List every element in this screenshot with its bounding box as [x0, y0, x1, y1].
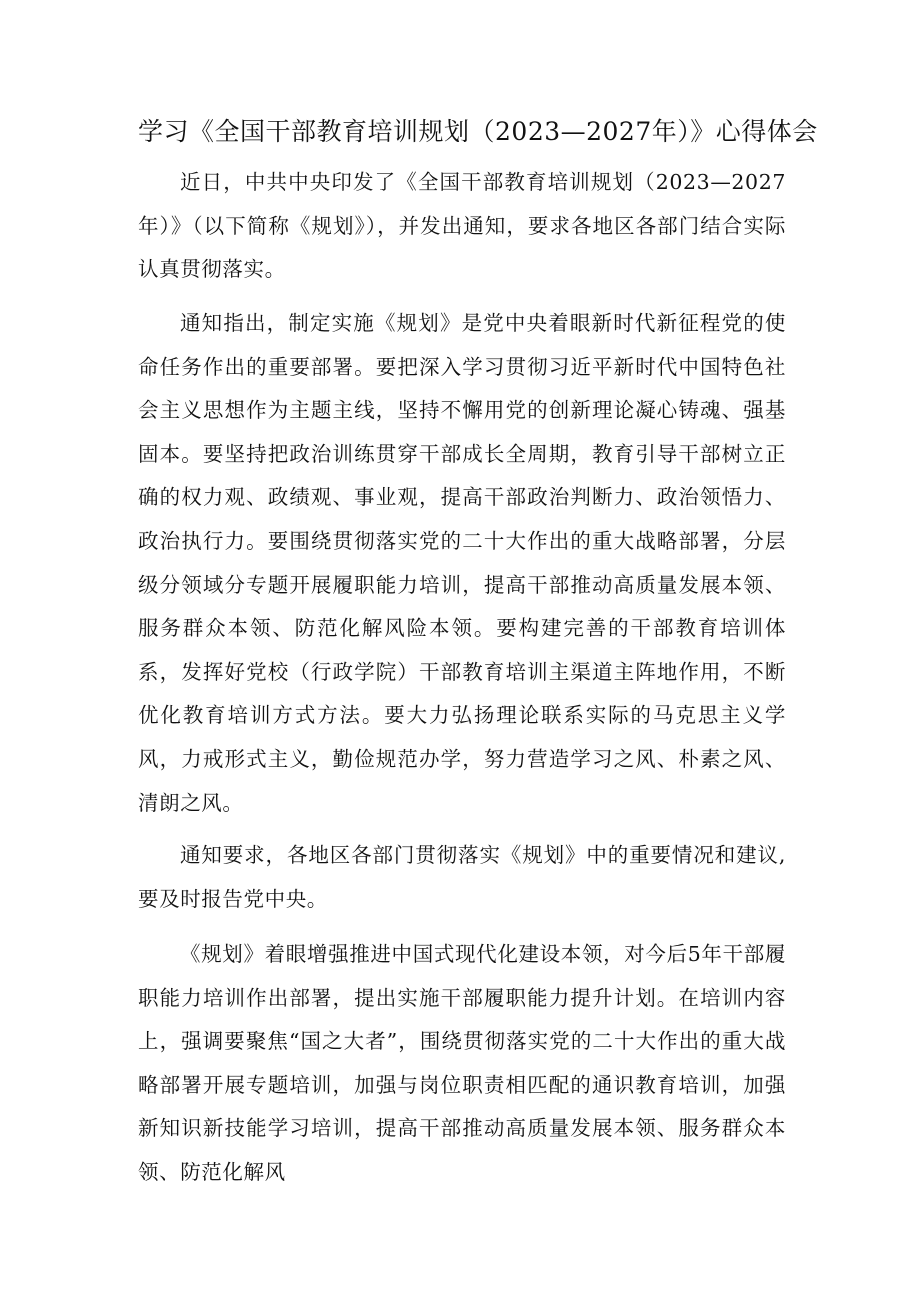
paragraph-1: 近日，中共中央印发了《全国干部教育培训规划（2023—2027年）》（以下简称《规划》），并发出通知，要求各地区各部门结合实际认真贯彻落实。 — [138, 170, 786, 282]
paragraph-4: 《规划》着眼增强推进中国式现代化建设本领，对今后5年干部履职能力培训作出部署，提出实施干部履职能力提升计划。在培训内容上，强调要聚焦“国之大者”，围绕贯彻落实党的二十大作出的重大战略部署开展专题培训，加强与岗位职责相匹配的通识教育培训，加强新知识新技能学习培训，提高干部推动高质量发展本领、服务群众本领、防范化解风 — [138, 942, 786, 1184]
paragraph-3: 通知要求，各地区各部门贯彻落实《规划》中的重要情况和建议,要及时报告党中央。 — [138, 843, 786, 911]
document-title: 学习《全国干部教育培训规划（2023—2027年）》心得体会 — [138, 117, 818, 146]
paragraph-2: 通知指出，制定实施《规划》是党中央着眼新时代新征程党的使命任务作出的重要部署。要把深入学习贯彻习近平新时代中国特色社会主义思想作为主题主线，坚持不懈用党的创新理论凝心铸魂、强基固本。要坚持把政治训练贯穿干部成长全周期，教育引导干部树立正确的权力观、政绩观、事业观，提高干部政治判断力、政治领悟力、政治执行力。要围绕贯彻落实党的二十大作出的重大战略部署，分层级分领域分专题开展履职能力培训，提高干部推动高质量发展本领、服务群众本领、防范化解风险本领。要构建完善的干部教育培训体系，发挥好党校（行政学院）干部教育培训主渠道主阵地作用，不断优化教育培训方式方法。要大力弘扬理论联系实际的马克思主义学风，力戒形式主义，勤俭规范办学，努力营造学习之风、朴素之风、清朗之风。 — [138, 311, 786, 815]
